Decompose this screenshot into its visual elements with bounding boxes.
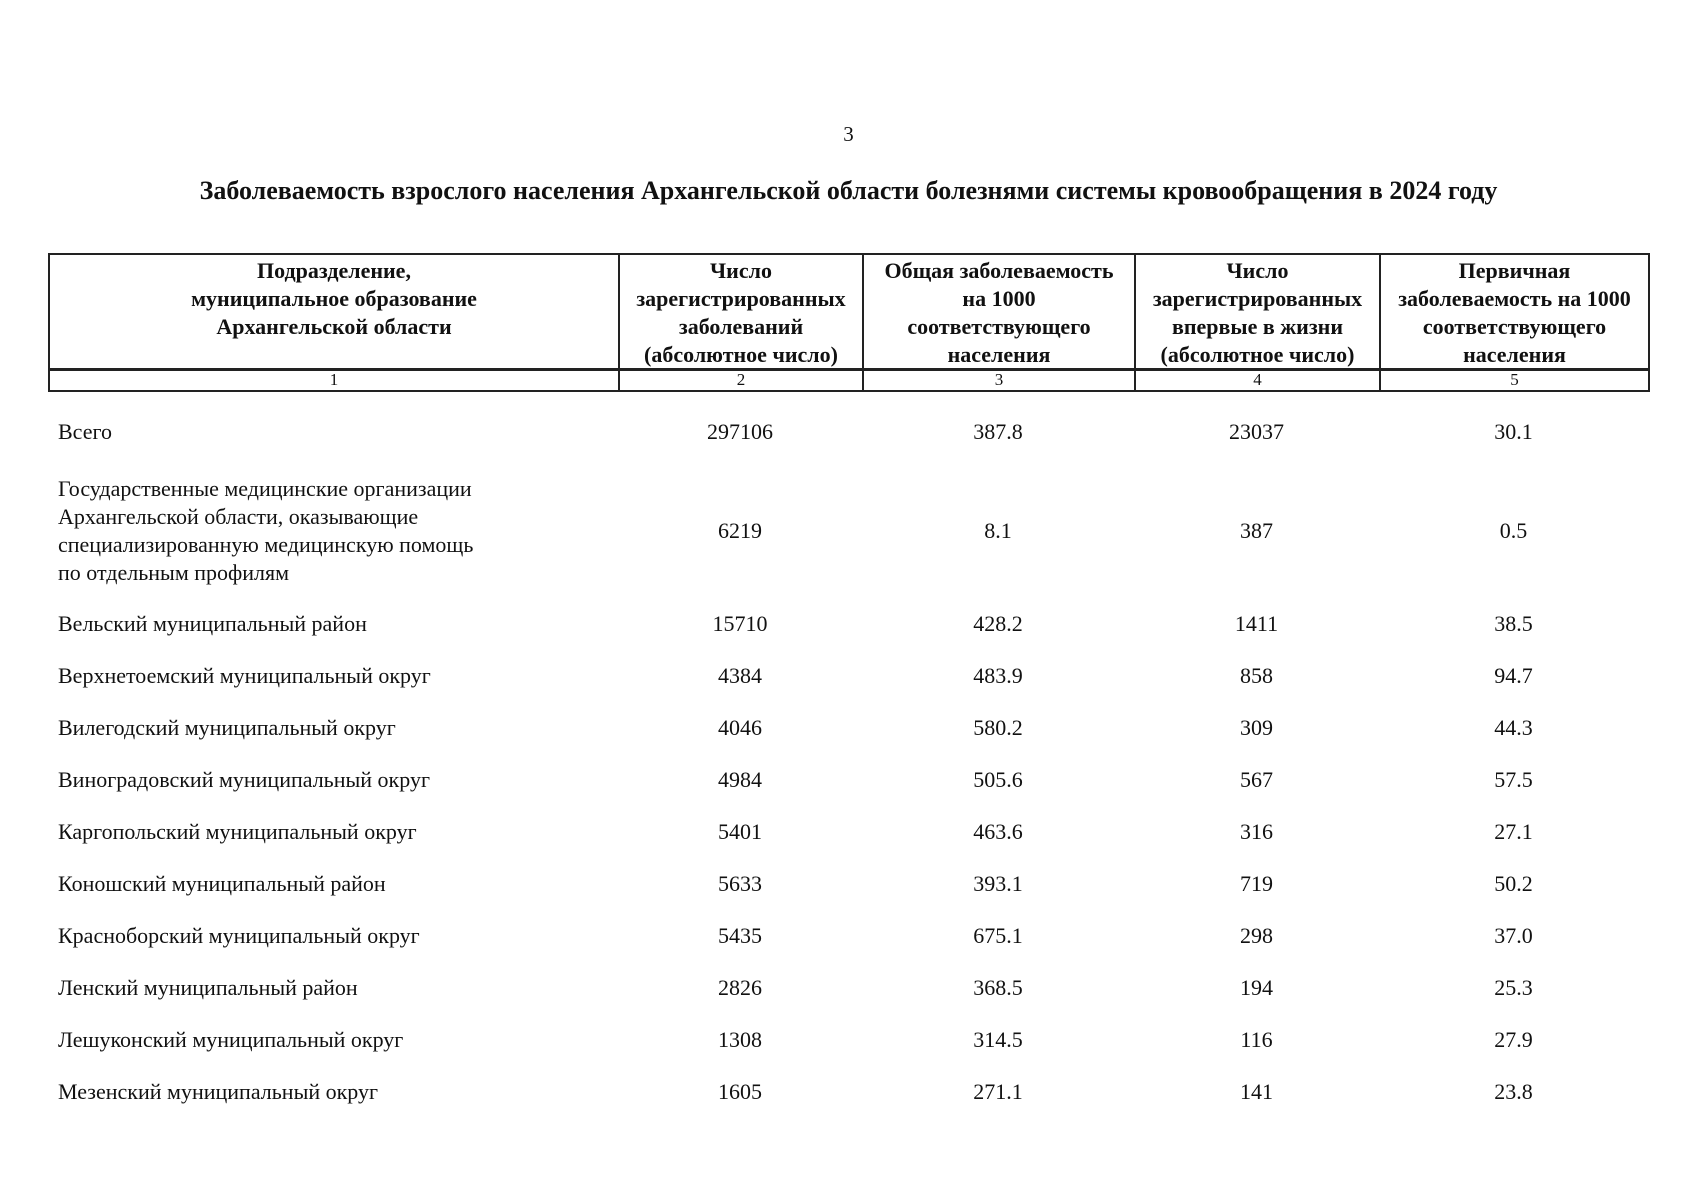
table-row: [48, 910, 1648, 962]
cell-rate: 505.6: [973, 767, 1023, 792]
cell-registered: 4384: [718, 663, 762, 688]
cell-primary-rate: 38.5: [1494, 611, 1533, 636]
cell-registered: 5401: [718, 819, 762, 844]
cell-first-time: 116: [1240, 1027, 1273, 1052]
header-registered: Число зарегистрированных заболеваний (абсолютное число): [619, 254, 863, 370]
cell-rate: 393.1: [973, 871, 1023, 896]
table-row: [48, 806, 1648, 858]
column-number: 2: [619, 369, 863, 391]
row-name: Государственные медицинские организации Архангельской области, оказывающие специализированную медицинскую помощь по отдельным профилям: [58, 476, 474, 585]
table-row: [48, 858, 1648, 910]
cell-primary-rate: 57.5: [1494, 767, 1533, 792]
page-number: 3: [843, 122, 854, 146]
cell-primary-rate: 25.3: [1494, 975, 1533, 1000]
cell-primary-rate: 23.8: [1494, 1079, 1533, 1104]
row-name: Верхнетоемский муниципальный округ: [58, 663, 431, 688]
cell-rate: 271.1: [973, 1079, 1023, 1104]
cell-first-time: 141: [1240, 1079, 1273, 1104]
table-row: [48, 754, 1648, 806]
row-name: Вилегодский муниципальный округ: [58, 715, 396, 740]
cell-rate: 428.2: [973, 611, 1023, 636]
cell-primary-rate: 37.0: [1494, 923, 1533, 948]
table-row: [48, 598, 1648, 650]
cell-first-time: 309: [1240, 715, 1273, 740]
cell-rate: 483.9: [973, 663, 1023, 688]
table-header: [48, 253, 1650, 371]
cell-registered: 6219: [718, 518, 762, 543]
header-first-time: Число зарегистрированных впервые в жизни (абсолютное число): [1135, 254, 1380, 370]
cell-rate: 314.5: [973, 1027, 1023, 1052]
cell-first-time: 1411: [1234, 611, 1279, 636]
table-row: [48, 1014, 1648, 1066]
cell-primary-rate: 0.5: [1499, 518, 1528, 543]
row-name: Каргопольский муниципальный округ: [58, 819, 417, 844]
column-number: 5: [1380, 369, 1649, 391]
cell-primary-rate: 94.7: [1494, 663, 1533, 688]
column-numbers-row: [48, 368, 1650, 392]
cell-registered: 15710: [712, 611, 768, 636]
cell-primary-rate: 50.2: [1494, 871, 1533, 896]
cell-rate: 387.8: [973, 419, 1023, 444]
cell-first-time: 194: [1240, 975, 1273, 1000]
header-subdivision: Подразделение, муниципальное образование Архангельской области: [49, 254, 619, 370]
cell-first-time: 387: [1240, 518, 1273, 543]
header-primary-rate: Первичная заболеваемость на 1000 соответствующего населения: [1380, 254, 1649, 370]
cell-first-time: 23037: [1229, 419, 1284, 444]
cell-primary-rate: 27.1: [1494, 819, 1533, 844]
row-name: Лешуконский муниципальный округ: [58, 1027, 404, 1052]
table-row: [48, 650, 1648, 702]
row-name: Ленский муниципальный район: [58, 975, 358, 1000]
cell-registered: 4046: [718, 715, 762, 740]
data-table: [48, 400, 1648, 1118]
cell-first-time: 719: [1240, 871, 1273, 896]
column-number: 4: [1135, 369, 1380, 391]
cell-registered: 4984: [718, 767, 762, 792]
cell-registered: 5633: [718, 871, 762, 896]
cell-primary-rate: 27.9: [1494, 1027, 1533, 1052]
cell-rate: 463.6: [973, 819, 1023, 844]
table-row: [48, 702, 1648, 754]
cell-registered: 5435: [718, 923, 762, 948]
cell-primary-rate: 44.3: [1494, 715, 1533, 740]
column-number: 3: [863, 369, 1135, 391]
row-name: Красноборский муниципальный округ: [58, 923, 420, 948]
cell-first-time: 298: [1240, 923, 1273, 948]
cell-registered: 1605: [718, 1079, 762, 1104]
table-row: [48, 464, 1648, 598]
row-name: Вельский муниципальный район: [58, 611, 367, 636]
row-name: Мезенский муниципальный округ: [58, 1079, 379, 1104]
cell-first-time: 858: [1240, 663, 1273, 688]
cell-rate: 8.1: [984, 518, 1012, 543]
cell-registered: 2826: [718, 975, 762, 1000]
cell-primary-rate: 30.1: [1494, 419, 1533, 444]
row-name: Виноградовский муниципальный округ: [58, 767, 430, 792]
cell-first-time: 567: [1240, 767, 1273, 792]
column-number: 1: [49, 369, 619, 391]
row-name: Всего: [58, 419, 112, 444]
row-name: Коношский муниципальный район: [58, 871, 386, 896]
table-row: [48, 400, 1648, 464]
table-row: [48, 962, 1648, 1014]
table-row: [48, 1066, 1648, 1118]
cell-rate: 580.2: [973, 715, 1023, 740]
cell-first-time: 316: [1240, 819, 1273, 844]
cell-registered: 297106: [707, 419, 773, 444]
cell-rate: 675.1: [973, 923, 1023, 948]
cell-registered: 1308: [718, 1027, 762, 1052]
cell-rate: 368.5: [973, 975, 1023, 1000]
header-rate: Общая заболеваемость на 1000 соответствующего населения: [863, 254, 1135, 370]
document-title: Заболеваемость взрослого населения Архангельской области болезнями системы кровообращения в 2024 году: [199, 176, 1498, 205]
